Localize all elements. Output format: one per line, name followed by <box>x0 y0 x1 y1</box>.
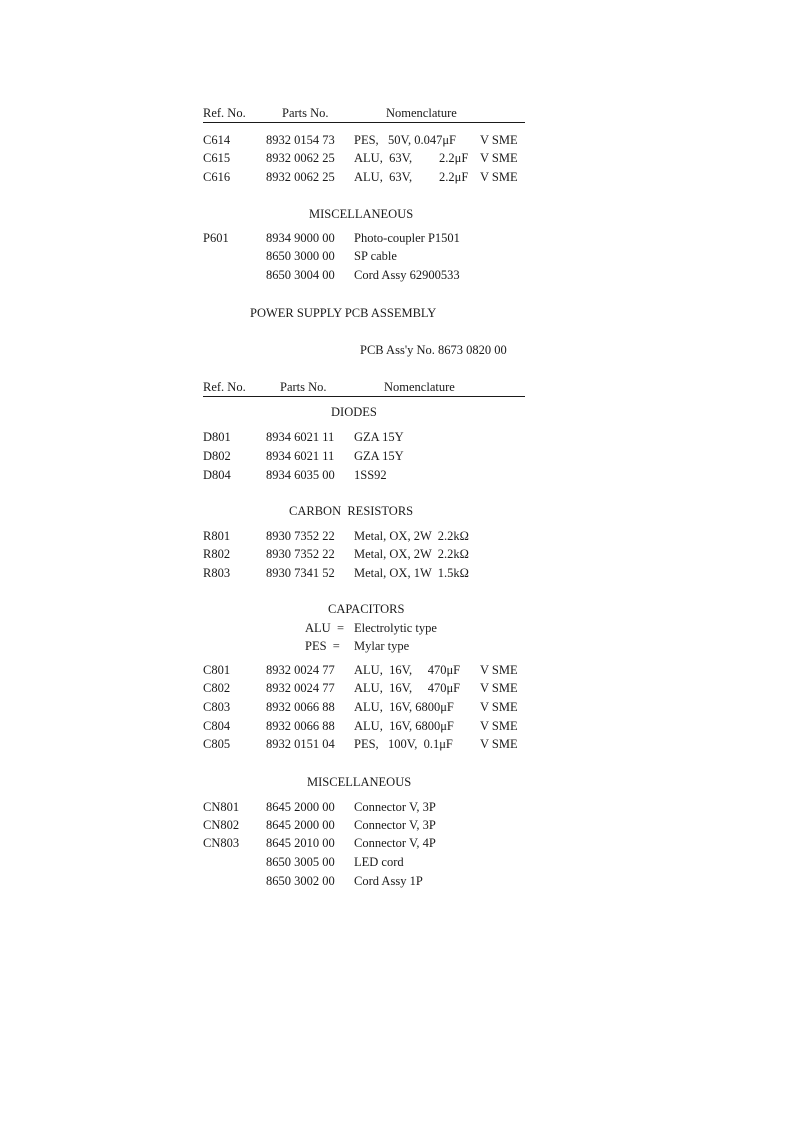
nomenclature-cell: Connector V, 3P <box>354 800 436 814</box>
ref-cell: C801 <box>203 663 231 677</box>
nomenclature-cell: Metal, OX, 2W 2.2kΩ <box>354 547 469 561</box>
ref-cell: R801 <box>203 529 231 543</box>
suffix-cell: V SME <box>480 151 518 165</box>
section-title-miscellaneous: MISCELLANEOUS <box>309 207 414 221</box>
ref-cell: C616 <box>203 170 231 184</box>
nomenclature-cell: PES, 50V, 0.047μF <box>354 133 456 147</box>
suffix-cell: V SME <box>480 700 518 714</box>
nomenclature-cell: 1SS92 <box>354 468 387 482</box>
section-title-diodes: DIODES <box>331 405 377 419</box>
part-cell: 8650 3005 00 <box>266 855 335 869</box>
part-cell: 8934 6021 11 <box>266 449 335 463</box>
suffix-cell: V SME <box>480 170 518 184</box>
part-cell: 8650 3004 00 <box>266 268 335 282</box>
section-title-resistors: CARBON RESISTORS <box>289 504 414 518</box>
header-underline <box>203 396 525 397</box>
header-underline <box>203 122 525 123</box>
header-parts-no: Parts No. <box>282 106 329 120</box>
part-cell: 8645 2010 00 <box>266 836 335 850</box>
ref-cell: D804 <box>203 468 231 482</box>
header-nomenclature: Nomenclature <box>384 380 455 394</box>
part-cell: 8930 7352 22 <box>266 547 335 561</box>
assembly-title: POWER SUPPLY PCB ASSEMBLY <box>250 306 437 320</box>
ref-cell: C614 <box>203 133 231 147</box>
part-cell: 8650 3000 00 <box>266 249 335 263</box>
header-ref-no: Ref. No. <box>203 380 246 394</box>
legend-key-pes: PES = <box>305 639 340 653</box>
nomenclature-cell: ALU, 63V, <box>354 170 413 184</box>
header-nomenclature: Nomenclature <box>386 106 457 120</box>
nomenclature-cell: LED cord <box>354 855 404 869</box>
nomenclature-cell: GZA 15Y <box>354 430 404 444</box>
nomenclature-cell: Connector V, 3P <box>354 818 436 832</box>
suffix-cell: V SME <box>480 719 518 733</box>
ref-cell: C804 <box>203 719 231 733</box>
ref-cell: R803 <box>203 566 231 580</box>
ref-cell: P601 <box>203 231 229 245</box>
ref-cell: D802 <box>203 449 231 463</box>
part-cell: 8932 0024 77 <box>266 681 335 695</box>
part-cell: 8930 7352 22 <box>266 529 335 543</box>
nomenclature-cell: ALU, 16V, 6800μF <box>354 700 454 714</box>
part-cell: 8645 2000 00 <box>266 800 335 814</box>
ref-cell: C803 <box>203 700 231 714</box>
ref-cell: R802 <box>203 547 231 561</box>
legend-value-pes: Mylar type <box>354 639 410 653</box>
nomenclature-cell: Photo-coupler P1501 <box>354 231 460 245</box>
part-cell: 8932 0062 25 <box>266 170 335 184</box>
suffix-cell: V SME <box>480 681 518 695</box>
suffix-cell: V SME <box>480 663 518 677</box>
header-parts-no: Parts No. <box>280 380 327 394</box>
nomenclature-cell: Metal, OX, 1W 1.5kΩ <box>354 566 469 580</box>
ref-cell: D801 <box>203 430 231 444</box>
nomenclature-cell: SP cable <box>354 249 397 263</box>
ref-cell: C805 <box>203 737 231 751</box>
part-cell: 8932 0066 88 <box>266 719 335 733</box>
ref-cell: C615 <box>203 151 231 165</box>
value-cell: 2.2μF <box>439 170 469 184</box>
nomenclature-cell: Cord Assy 62900533 <box>354 268 460 282</box>
ref-cell: CN803 <box>203 836 240 850</box>
ref-cell: CN802 <box>203 818 240 832</box>
part-cell: 8934 6035 00 <box>266 468 335 482</box>
part-cell: 8934 9000 00 <box>266 231 335 245</box>
suffix-cell: V SME <box>480 737 518 751</box>
part-cell: 8932 0066 88 <box>266 700 335 714</box>
header-ref-no: Ref. No. <box>203 106 246 120</box>
nomenclature-cell: PES, 100V, 0.1μF <box>354 737 453 751</box>
value-cell: 2.2μF <box>439 151 469 165</box>
ref-cell: CN801 <box>203 800 240 814</box>
part-cell: 8932 0151 04 <box>266 737 335 751</box>
assembly-number: PCB Ass'y No. 8673 0820 00 <box>360 343 507 357</box>
nomenclature-cell: ALU, 16V, 470μF <box>354 663 461 677</box>
part-cell: 8932 0062 25 <box>266 151 335 165</box>
ref-cell: C802 <box>203 681 231 695</box>
nomenclature-cell: Cord Assy 1P <box>354 874 423 888</box>
part-cell: 8650 3002 00 <box>266 874 335 888</box>
nomenclature-cell: ALU, 63V, <box>354 151 413 165</box>
nomenclature-cell: GZA 15Y <box>354 449 404 463</box>
section-title-capacitors: CAPACITORS <box>328 602 405 616</box>
part-cell: 8932 0024 77 <box>266 663 335 677</box>
section-title-miscellaneous: MISCELLANEOUS <box>307 775 412 789</box>
nomenclature-cell: Connector V, 4P <box>354 836 436 850</box>
nomenclature-cell: ALU, 16V, 470μF <box>354 681 461 695</box>
part-cell: 8930 7341 52 <box>266 566 335 580</box>
part-cell: 8932 0154 73 <box>266 133 335 147</box>
part-cell: 8645 2000 00 <box>266 818 335 832</box>
part-cell: 8934 6021 11 <box>266 430 335 444</box>
suffix-cell: V SME <box>480 133 518 147</box>
nomenclature-cell: ALU, 16V, 6800μF <box>354 719 454 733</box>
legend-key-alu: ALU = <box>305 621 344 635</box>
nomenclature-cell: Metal, OX, 2W 2.2kΩ <box>354 529 469 543</box>
legend-value-alu: Electrolytic type <box>354 621 437 635</box>
